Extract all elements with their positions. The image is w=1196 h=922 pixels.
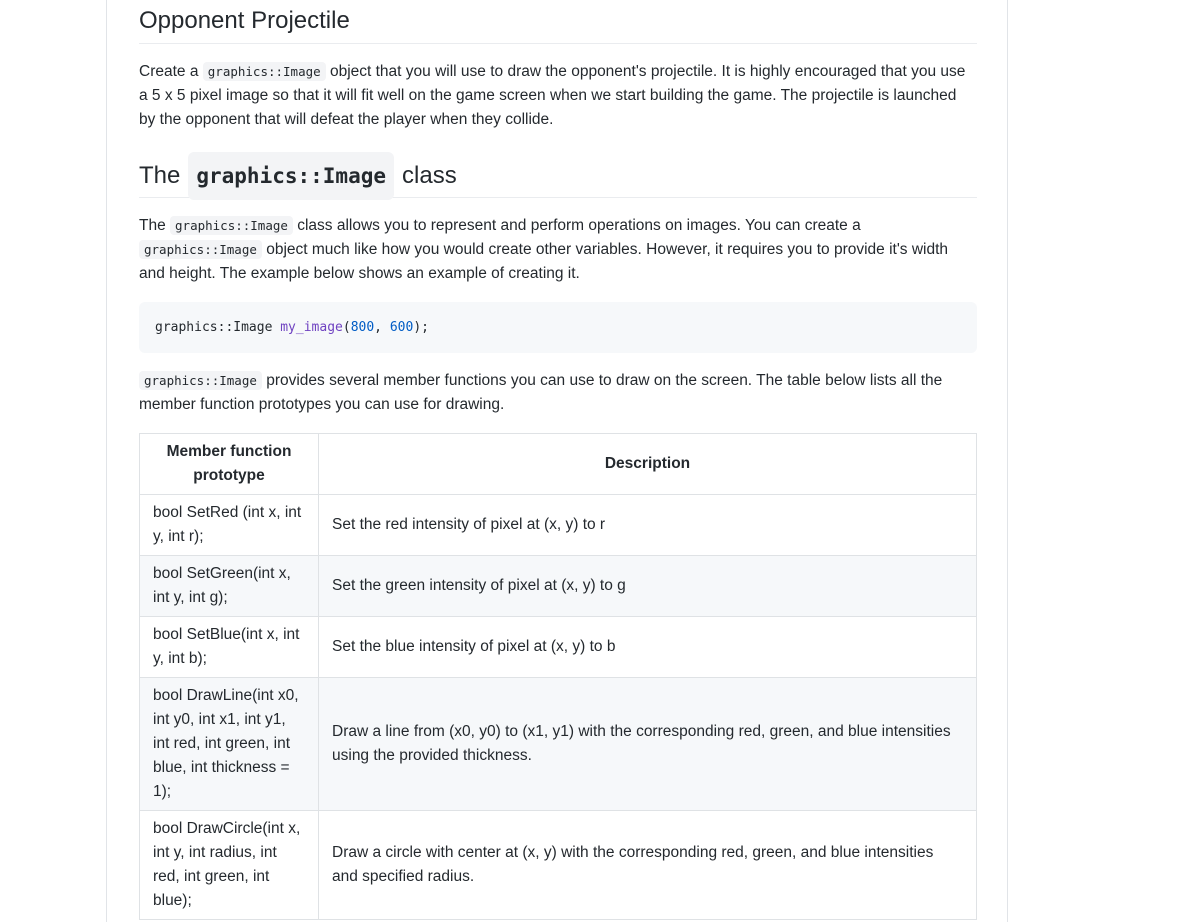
article-body [139,0,977,920]
inline-code: graphics::Image [170,216,293,235]
member-text: provides several member functions you can use to draw on the screen. The table below lists all the member function prototypes you can use for drawing. [139,372,943,413]
code-type: graphics::Image [155,320,281,335]
code-identifier: my_image [280,320,343,335]
table-row [140,811,977,920]
intro-text-end: object that you will use to draw the opponent's projectile. It is highly encouraged that you use a 5 x 5 pixel image so that it will fit well on the game screen when we start building the game. The projectile is launched by the opponent that will defeat the player when they collide. [139,63,966,128]
table-row [140,495,977,556]
desc-text-middle: class allows you to represent and perform operations on images. You can create a [292,217,861,234]
class-description-paragraph [139,214,977,286]
desc-text-start: The [139,217,171,234]
prototype-cell: bool SetGreen(int x, int y, int g); [140,556,319,617]
description-cell: Draw a circle with center at (x, y) with the corresponding red, green, and blue intensities and specified radius. [319,811,977,920]
intro-paragraph [139,60,977,132]
prototype-cell: bool DrawLine(int x0, int y0, int x1, int y1, int red, int green, int blue, int thickness = 1); [140,678,319,811]
inline-code: graphics::Image [139,240,262,259]
code-paren-close: ); [413,320,429,335]
prototype-cell: bool SetRed (int x, int y, int r); [140,495,319,556]
table-row [140,617,977,678]
heading-opponent-projectile: Opponent Projectile [139,0,977,44]
table-row [140,678,977,811]
inline-code: graphics::Image [203,62,326,81]
code-paren-open: ( [342,320,351,335]
description-cell: Set the blue intensity of pixel at (x, y) to b [319,617,977,678]
heading-text-end: class [402,161,457,189]
table-row [140,556,977,617]
code-example-block [139,302,977,353]
heading-inline-code: graphics::Image [188,152,394,200]
header-description: Description [319,434,977,495]
table-header-row [140,434,977,495]
code-arg-width: 800 [350,320,375,335]
member-function-table [139,433,977,920]
prototype-cell: bool SetBlue(int x, int y, int b); [140,617,319,678]
heading-image-class [139,156,977,198]
header-prototype: Member function prototype [140,434,319,495]
description-cell: Set the green intensity of pixel at (x, y) to g [319,556,977,617]
desc-text-end: object much like how you would create other variables. However, it requires you to provide it's width and height. The example below shows an example of creating it. [139,241,949,282]
intro-text-start: Create a [139,63,203,80]
code-separator: , [374,320,390,335]
heading-text-start: The [139,161,181,189]
code-arg-height: 600 [389,320,414,335]
description-cell: Draw a line from (x0, y0) to (x1, y1) with the corresponding red, green, and blue intensities using the provided thickness. [319,678,977,811]
member-functions-paragraph [139,369,977,417]
prototype-cell: bool DrawCircle(int x, int y, int radius, int red, int green, int blue); [140,811,319,920]
description-cell: Set the red intensity of pixel at (x, y) to r [319,495,977,556]
content-frame [106,0,1008,922]
inline-code: graphics::Image [139,371,262,390]
